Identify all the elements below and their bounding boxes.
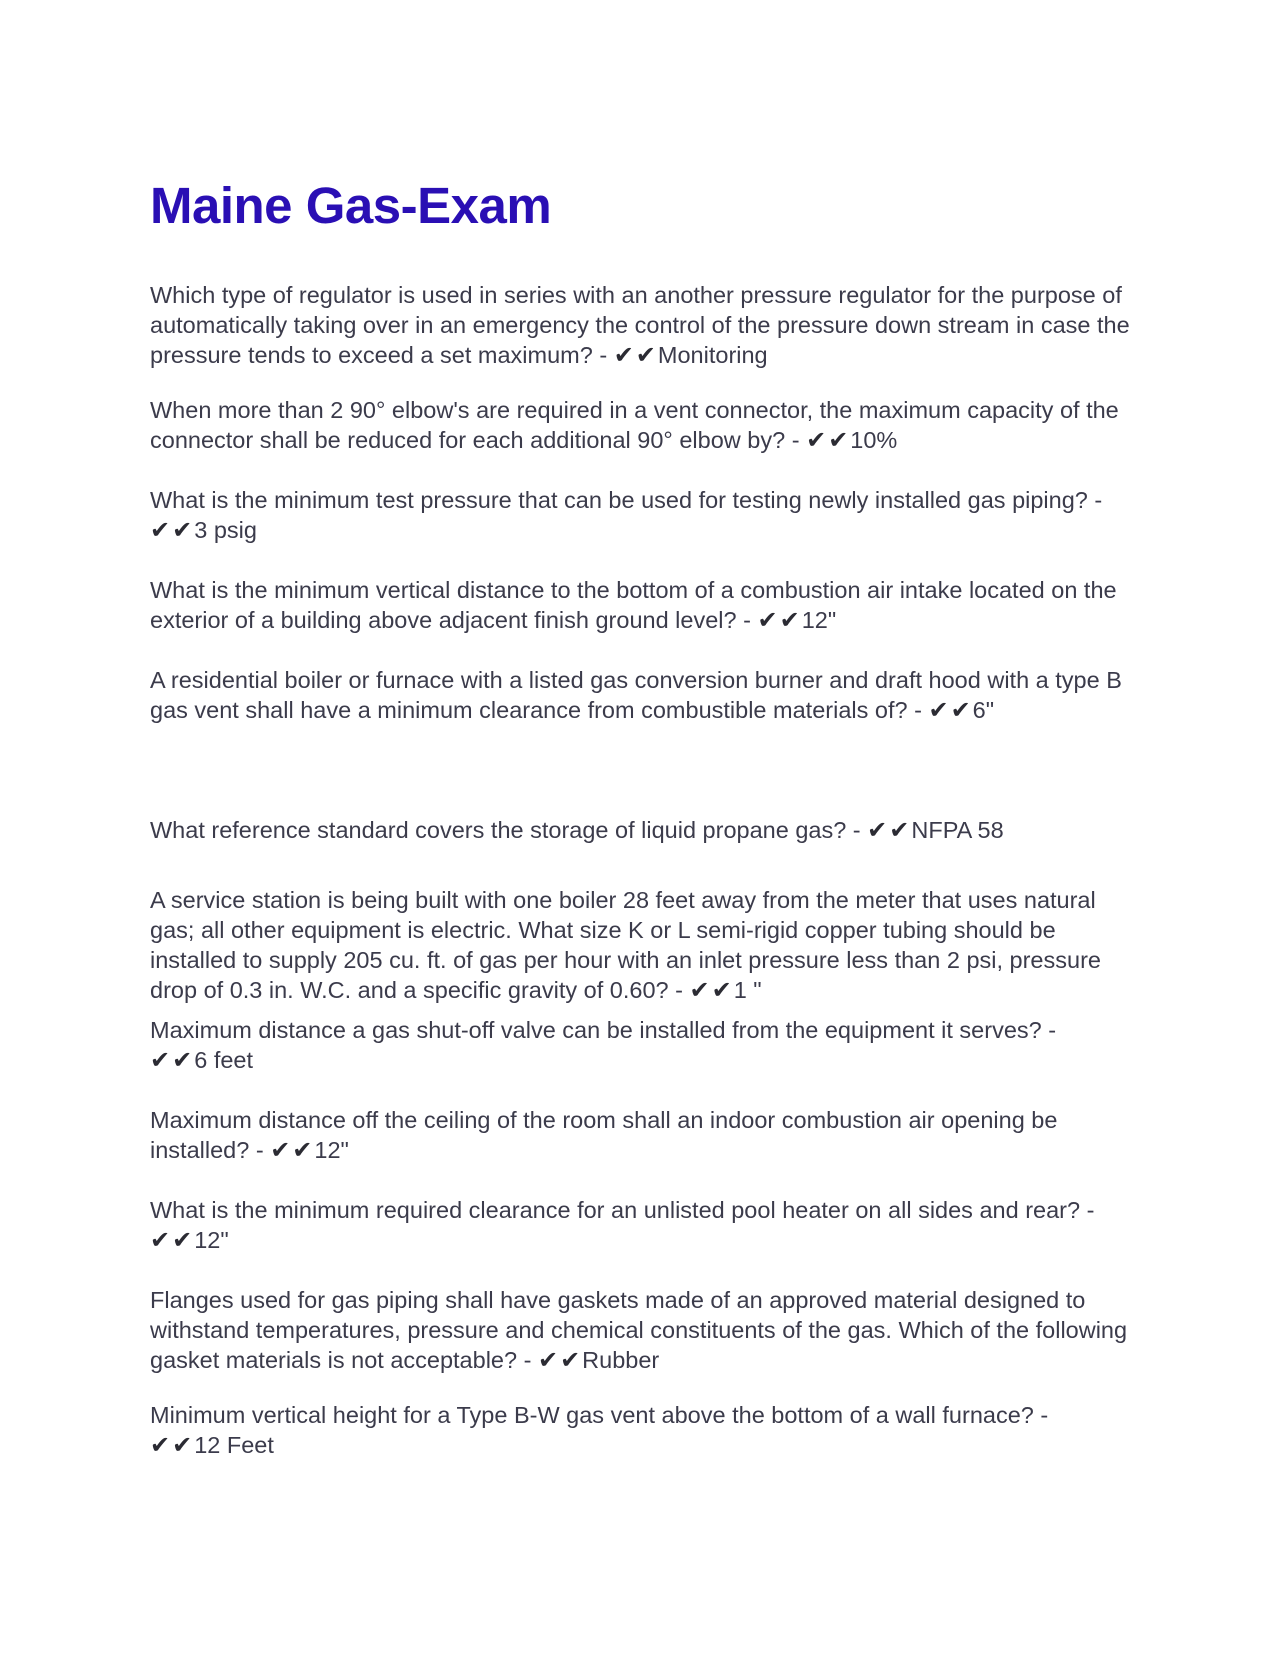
- answer-marker: [538, 1345, 659, 1376]
- question-item: [150, 885, 1130, 1006]
- check-mark-icon: ✔: [270, 1137, 291, 1164]
- answer-text: NFPA 58: [911, 817, 1004, 843]
- answer-marker: [806, 425, 897, 456]
- answer-marker: [689, 975, 761, 1006]
- document-title: Maine Gas-Exam: [150, 177, 552, 234]
- check-mark-icon: ✔: [950, 697, 971, 724]
- question-item: [150, 280, 1130, 371]
- answer-text: 12": [314, 1137, 349, 1163]
- question-text: Which type of regulator is used in series with an another pressure regulator for the purpose of automatically taking over in an emergency the control of the pressure down stream in case the pressure tends to exceed a set maximum? -: [150, 282, 1130, 368]
- check-mark-icon: ✔: [828, 427, 849, 454]
- check-mark-icon: ✔: [150, 1227, 171, 1254]
- answer-marker: [150, 1430, 274, 1461]
- question-text: A residential boiler or furnace with a listed gas conversion burner and draft hood with a type B gas vent shall have a minimum clearance from combustible materials of? -: [150, 667, 1122, 723]
- check-mark-icon: ✔: [757, 607, 778, 634]
- answer-text: 3 psig: [194, 517, 257, 543]
- check-mark-icon: ✔: [806, 427, 827, 454]
- check-mark-icon: ✔: [172, 1227, 193, 1254]
- question-item: [150, 1015, 1130, 1076]
- answer-text: 12 Feet: [194, 1432, 274, 1458]
- answer-marker: [270, 1135, 349, 1166]
- question-item: [150, 1105, 1130, 1166]
- question-text: Maximum distance off the ceiling of the room shall an indoor combustion air opening be installed? -: [150, 1107, 1058, 1163]
- answer-text: Monitoring: [657, 342, 768, 368]
- answer-marker: [757, 605, 836, 636]
- answer-marker: [928, 695, 994, 726]
- answer-marker: [150, 1225, 229, 1256]
- check-mark-icon: ✔: [292, 1137, 313, 1164]
- question-text: Minimum vertical height for a Type B-W gas vent above the bottom of a wall furnace? -: [150, 1402, 1049, 1428]
- question-item: [150, 815, 1130, 846]
- answer-text: 1 ": [733, 977, 762, 1003]
- question-item: [150, 1285, 1130, 1376]
- answer-text: 12": [801, 607, 837, 633]
- check-mark-icon: ✔: [635, 342, 656, 369]
- question-item: [150, 485, 1130, 546]
- check-mark-icon: ✔: [172, 517, 193, 544]
- check-mark-icon: ✔: [172, 1432, 193, 1459]
- question-text: What reference standard covers the storage of liquid propane gas? -: [150, 817, 861, 843]
- answer-marker: [614, 340, 768, 371]
- question-item: [150, 395, 1130, 456]
- question-text: What is the minimum required clearance for an unlisted pool heater on all sides and rear? -: [150, 1197, 1095, 1223]
- check-mark-icon: ✔: [928, 697, 949, 724]
- check-mark-icon: ✔: [150, 1432, 171, 1459]
- check-mark-icon: ✔: [613, 342, 634, 369]
- question-text: A service station is being built with one boiler 28 feet away from the meter that uses natural gas; all other equipment is electric. What size K or L semi-rigid copper tubing should be installed to supply 205 cu. ft. of gas per hour with an inlet pressure less than 2 psi, pressure drop of 0.3 in. W.C. and a specific gravity of 0.60? -: [150, 887, 1101, 1003]
- check-mark-icon: ✔: [172, 1047, 193, 1074]
- answer-text: 6 feet: [194, 1047, 254, 1073]
- answer-marker: [150, 515, 257, 546]
- answer-text: 10%: [850, 427, 898, 453]
- answer-text: Rubber: [582, 1347, 660, 1373]
- answer-text: 12": [194, 1227, 229, 1253]
- check-mark-icon: ✔: [150, 517, 171, 544]
- check-mark-icon: ✔: [150, 1047, 171, 1074]
- check-mark-icon: ✔: [560, 1347, 581, 1374]
- check-mark-icon: ✔: [711, 977, 732, 1004]
- check-mark-icon: ✔: [889, 817, 910, 844]
- question-item: [150, 575, 1130, 636]
- question-item: [150, 1195, 1130, 1256]
- answer-text: 6": [972, 697, 995, 723]
- question-text: What is the minimum test pressure that can be used for testing newly installed gas piping? -: [150, 487, 1103, 513]
- check-mark-icon: ✔: [779, 607, 800, 634]
- question-text: When more than 2 90° elbow's are required in a vent connector, the maximum capacity of the connector shall be reduced for each additional 90° elbow by? -: [150, 397, 1119, 453]
- question-text: Maximum distance a gas shut-off valve can be installed from the equipment it serves? -: [150, 1017, 1057, 1043]
- question-text: What is the minimum vertical distance to the bottom of a combustion air intake located on the exterior of a building above adjacent finish ground level? -: [150, 577, 1117, 633]
- check-mark-icon: ✔: [537, 1347, 559, 1374]
- question-text: Flanges used for gas piping shall have gaskets made of an approved material designed to withstand temperatures, pressure and chemical constituents of the gas. Which of the following gasket materials is not acceptable? -: [150, 1287, 1128, 1373]
- question-item: [150, 1400, 1130, 1461]
- answer-marker: [150, 1045, 253, 1076]
- question-item: [150, 665, 1130, 726]
- answer-marker: [867, 815, 1004, 846]
- check-mark-icon: ✔: [689, 977, 710, 1004]
- check-mark-icon: ✔: [867, 817, 888, 844]
